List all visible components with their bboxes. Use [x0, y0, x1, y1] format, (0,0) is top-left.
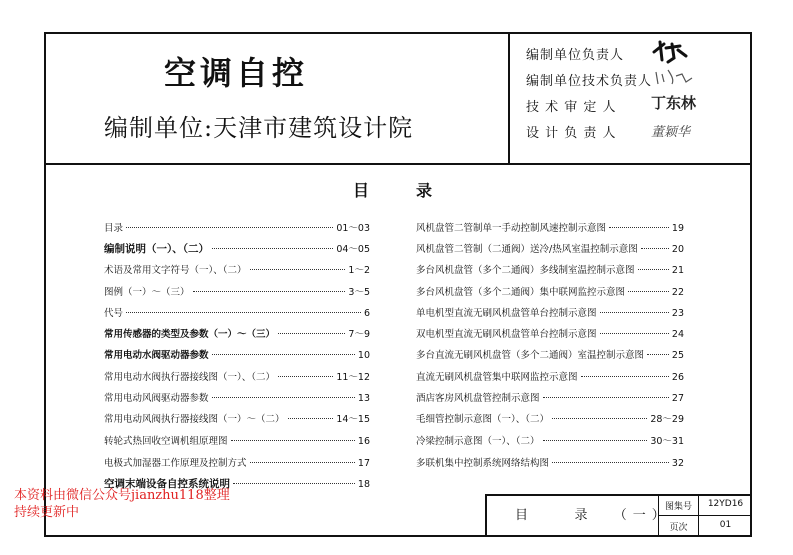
watermark-line-2: 持续更新中	[14, 505, 80, 520]
title-block-mid	[658, 515, 752, 516]
page-number: 01	[719, 520, 732, 530]
signature-3: 丁东林	[651, 94, 697, 112]
toc-entry: 目录 01～03	[104, 223, 370, 234]
watermark-line-1: 本资料由微信公众号jianzhu118整理	[14, 488, 230, 503]
toc-entry: 转轮式热回收空调机组原理图 16	[104, 436, 370, 447]
toc-heading-right: 录	[416, 181, 433, 200]
toc-entry: 电极式加湿器工作原理及控制方式 17	[104, 458, 370, 469]
toc-entry: 风机盘管二管制（二通阀）送冷/热风室温控制示意图 20	[416, 244, 684, 255]
toc-entry: 空调末端设备自控系统说明 18	[104, 478, 370, 490]
responsibility-label: 编制单位技术负责人	[526, 74, 653, 89]
toc-entry: 毛细管控制示意图（一）、（二） 28～29	[416, 414, 684, 425]
page-label: 页次	[669, 523, 688, 533]
toc-entry: 代号 6	[104, 308, 370, 319]
toc-entry: 双电机型直流无刷风机盘管单台控制示意图 24	[416, 329, 684, 340]
signature-4: 董颖华	[651, 125, 691, 140]
toc-entry: 常用传感器的类型及参数（一）～（三） 7～9	[104, 329, 370, 340]
page-title: 空调自控	[164, 54, 309, 92]
header-vertical-divider	[508, 32, 510, 163]
toc-entry: 术语及常用文字符号（一）、（二） 1～2	[104, 265, 370, 276]
responsibility-label: 技 术 审 定 人	[526, 100, 617, 115]
toc-entry: 多台风机盘管（多个二通阀）多线制室温控制示意图 21	[416, 265, 684, 276]
toc-entry: 多台风机盘管（多个二通阀）集中联网监控示意图 22	[416, 287, 684, 298]
atlas-number: 12YD16	[707, 499, 744, 509]
toc-entry: 单电机型直流无刷风机盘管单台控制示意图 23	[416, 308, 684, 319]
toc-entry: 直流无刷风机盘管集中联网监控示意图 26	[416, 372, 684, 383]
compiling-unit: 编制单位:天津市建筑设计院	[104, 114, 414, 142]
toc-entry: 常用电动水阀驱动器参数 10	[104, 350, 370, 361]
toc-entry: 编制说明（一）、（二） 04～05	[104, 243, 370, 255]
drawing-name: 目 录 （一）	[515, 508, 671, 523]
toc-entry: 图例（一）～（三） 3～5	[104, 287, 370, 298]
toc-heading-left: 目	[353, 181, 370, 200]
signature-2	[652, 66, 694, 88]
toc-entry: 风机盘管二管制单一手动控制风速控制示意图 19	[416, 223, 684, 234]
title-block-left	[485, 494, 487, 537]
toc-entry: 常用电动水阀执行器接线图（一）、（二） 11～12	[104, 372, 370, 383]
header-divider	[44, 163, 752, 165]
atlas-number-label: 图集号	[664, 502, 692, 512]
signature-1	[650, 38, 690, 64]
toc-entry: 冷梁控制示意图（一）、（二） 30～31	[416, 436, 684, 447]
responsibility-label: 编制单位负责人	[526, 48, 625, 63]
toc-entry: 多台直流无刷风机盘管（多个二通阀）室温控制示意图 25	[416, 350, 684, 361]
toc-entry: 常用电动风阀执行器接线图（一）～（二） 14～15	[104, 414, 370, 425]
toc-entry: 酒店客房风机盘管控制示意图 27	[416, 393, 684, 404]
toc-entry: 常用电动风阀驱动器参数 13	[104, 393, 370, 404]
responsibility-label: 设 计 负 责 人	[526, 126, 617, 141]
title-block-top	[485, 494, 752, 496]
toc-entry: 多联机集中控制系统网络结构图 32	[416, 458, 684, 469]
